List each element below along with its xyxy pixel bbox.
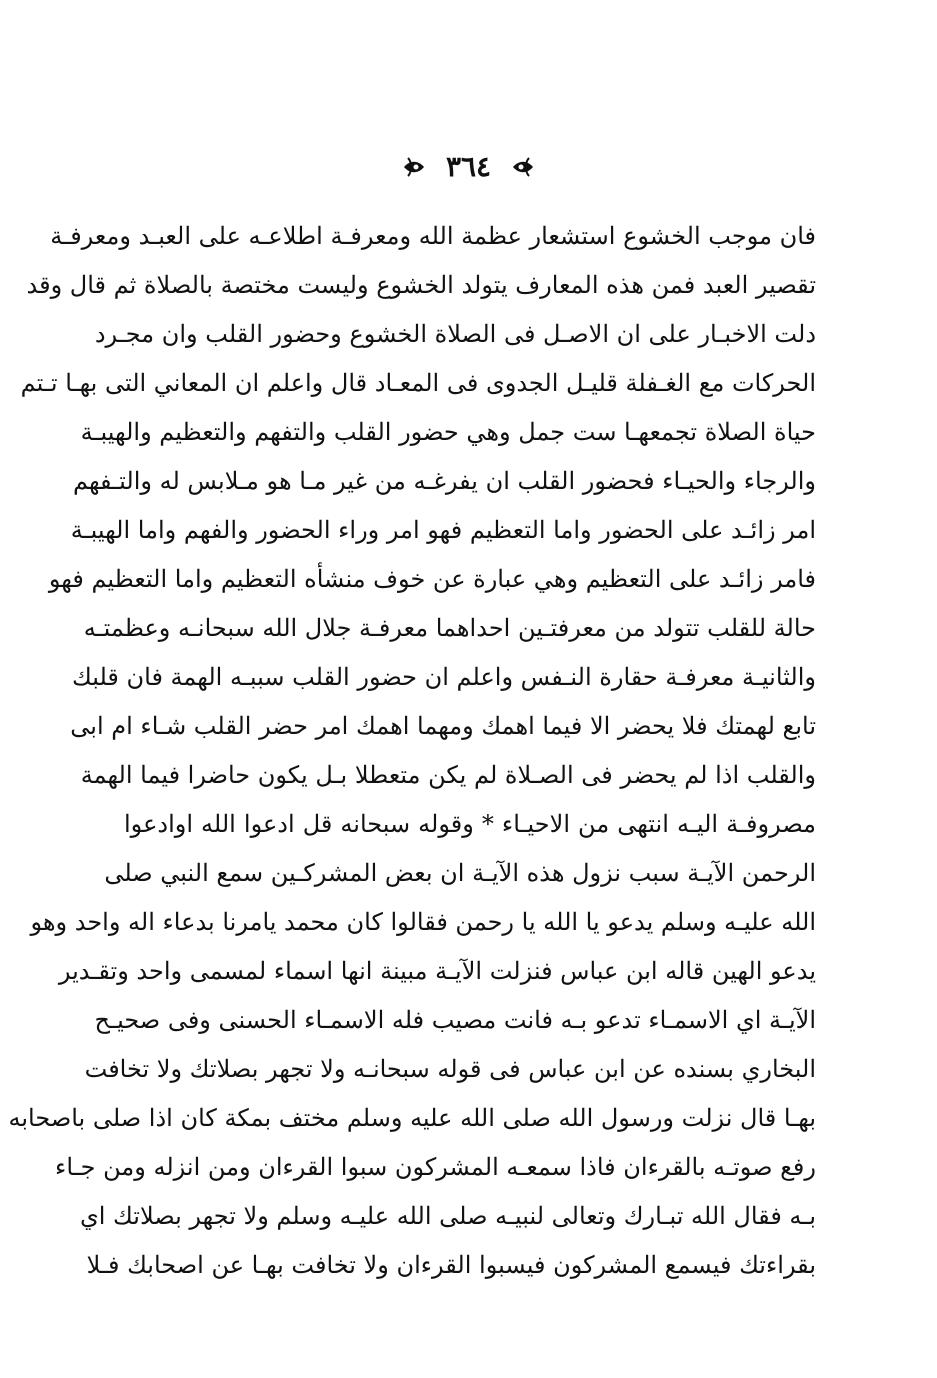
text-line: دلت الاخبـار على ان الاصـل فى الصلاة الخشوع وحضور القلب وان مجـرد xyxy=(94,320,816,348)
text-line: بـه فقال الله تبـارك وتعالى لنبيـه صلى الله عليـه وسلم ولا تجهر بصلاتك اي xyxy=(79,1202,816,1230)
page-header xyxy=(0,142,937,192)
text-line: الرحمن الآيـة سبب نزول هذه الآيـة ان بعض المشركـين سمع النبي صلى xyxy=(104,859,816,887)
right-ornament-icon xyxy=(511,154,537,180)
text-line: تقصير العبد فمن هذه المعارف يتولد الخشوع وليست مختصة بالصلاة ثم قال وقد xyxy=(26,271,816,299)
text-line: فامر زائـد على التعظيم وهي عبارة عن خوف منشأه التعظيم واما التعظيم فهو xyxy=(48,565,816,593)
text-line: رفع صوتـه بالقرءان فاذا سمعـه المشركون سبوا القرءان ومن انزله ومن جـاء xyxy=(55,1153,816,1181)
text-line: تابع لهمتك فلا يحضر الا فيما اهمك ومهما اهمك امر حضر القلب شـاء ام ابى xyxy=(70,712,816,740)
text-line: يدعو الهين قاله ابن عباس فنزلت الآيـة مبينة انها اسماء لمسمى واحد وتقـدير xyxy=(58,957,816,985)
text-line: الحركات مع الغـفلة قليـل الجدوى فى المعـاد قال واعلم ان المعاني التى بهـا تـتم xyxy=(20,369,816,397)
body-text xyxy=(8,212,816,1290)
text-line: مصروفـة اليـه انتهى من الاحيـاء * وقوله سبحانه قل ادعوا الله اوادعوا xyxy=(124,810,816,838)
text-line: بقراءتك فيسمع المشركون فيسبوا القرءان ولا تخافت بهـا عن اصحابك فـلا xyxy=(86,1251,816,1279)
text-line: حياة الصلاة تجمعهـا ست جمل وهي حضور القلب والتفهم والتعظيم والهيبـة xyxy=(80,418,816,446)
text-line: البخاري بسنده عن ابن عباس فى قوله سبحانـه ولا تجهر بصلاتك ولا تخافت xyxy=(84,1055,816,1083)
text-line: والقلب اذا لم يحضر فى الصـلاة لم يكن متعطلا بـل يكون حاضرا فيما الهمة xyxy=(80,761,816,789)
text-line: امر زائـد على الحضور واما التعظيم فهو امر وراء الحضور والفهم واما الهيبـة xyxy=(70,516,816,544)
text-line: الله عليـه وسلم يدعو يا الله يا رحمن فقالوا كان محمد يامرنا بدعاء اله واحد وهو xyxy=(30,908,816,936)
text-line: الآيـة اي الاسمـاء تدعو بـه فانت مصيب فله الاسمـاء الحسنى وفى صحيـح xyxy=(94,1006,816,1034)
page-number: ٣٦٤ xyxy=(445,150,492,183)
text-line: بهـا قال نزلت ورسول الله صلى الله عليه وسلم مختف بمكة كان اذا صلى باصحابه xyxy=(8,1104,816,1132)
left-ornament-icon xyxy=(400,154,426,180)
text-line: والثانيـة معرفـة حقارة النـفس واعلم ان حضور القلب سببـه الهمة فان قلبك xyxy=(72,663,816,691)
text-line: فان موجب الخشوع استشعار عظمة الله ومعرفـة اطلاعـه على العبـد ومعرفـة xyxy=(50,222,816,250)
text-line: حالة للقلب تتولد من معرفتـين احداهما معرفـة جلال الله سبحانـه وعظمتـه xyxy=(83,614,816,642)
text-line: والرجاء والحيـاء فحضور القلب ان يفرغـه من غير مـا هو مـلابس له والتـفهم xyxy=(72,467,816,495)
